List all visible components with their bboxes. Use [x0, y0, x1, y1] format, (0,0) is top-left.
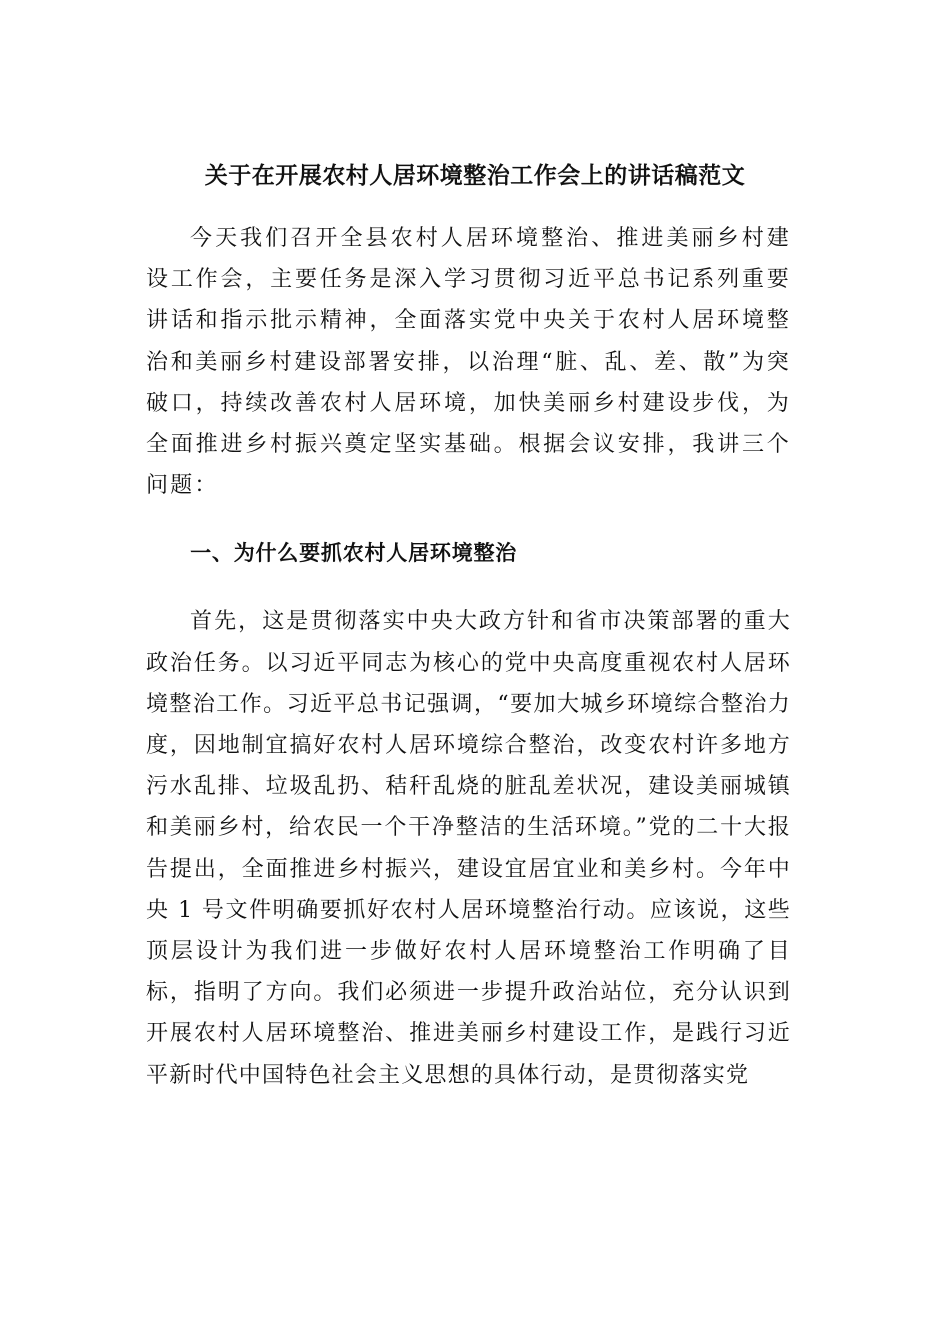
section-1-heading: 一、为什么要抓农村人居环境整治 [190, 541, 518, 566]
document-title: 关于在开展农村人居环境整治工作会上的讲话稿范文 [204, 163, 746, 189]
section-1-paragraph: 首先，这是贯彻落实中央大政方针和省市决策部署的重大政治任务。以习近平同志为核心的党中央高度重视农村人居环境整治工作。习近平总书记强调，“要加大城乡环境综合整治力度，因地制宜搞好农村人居环境综合整治，改变农村许多地方污水乱排、垃圾乱扔、秸秆乱烧的脏乱差状况，建设美丽城镇和美丽乡村，给农民一个干净整洁的生活环境。”党的二十大报告提出，全面推进乡村振兴，建设宜居宜业和美乡村。今年中央 1 号文件明确要抓好农村人居环境整治行动。应该说，这些顶层设计为我们进一步做好农村人居环境整治工作明确了目标，指明了方向。我们必须进一步提升政治站位，充分认识到开展农村人居环境整治、推进美丽乡村建设工作，是践行习近平新时代中国特色社会主义思想的具体行动，是贯彻落实党 [146, 609, 791, 1088]
document-body [146, 218, 791, 1096]
intro-paragraph: 今天我们召开全县农村人居环境整治、推进美丽乡村建设工作会，主要任务是深入学习贯彻习近平总书记系列重要讲话和指示批示精神，全面落实党中央关于农村人居环境整治和美丽乡村建设部署安排，以治理“脏、乱、差、散”为突破口，持续改善农村人居环境，加快美丽乡村建设步伐，为全面推进乡村振兴奠定坚实基础。根据会议安排，我讲三个问题： [146, 226, 791, 499]
